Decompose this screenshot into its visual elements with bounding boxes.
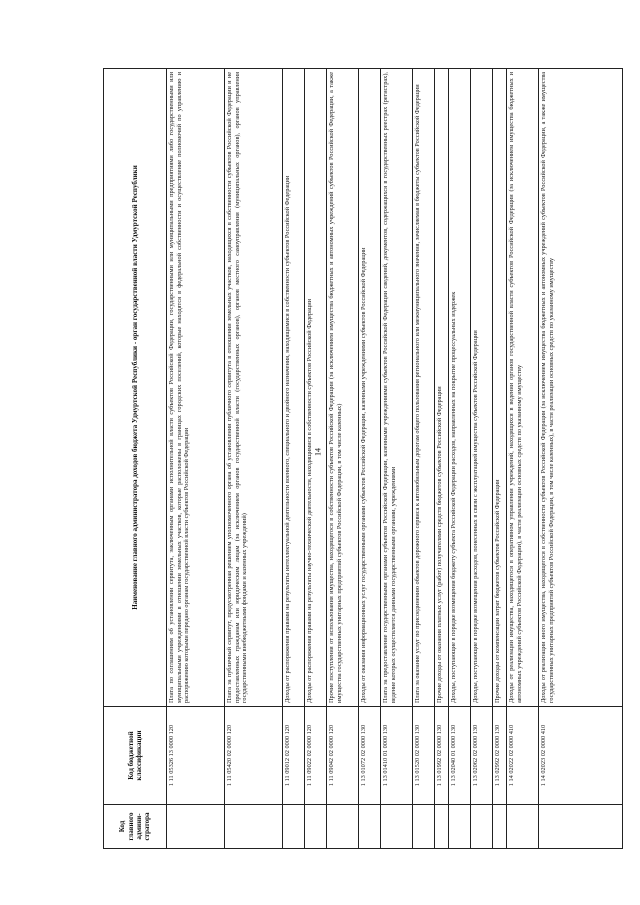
budget-code-cell: 1 11 09012 02 0000 120 bbox=[283, 707, 305, 805]
admin-code-cell bbox=[305, 805, 327, 849]
description-cell: Плата по соглашениям об установлении сервитута, заключенным органами исполнительной власти субъектов Российской Федерации, государственными или муниципальными предприятиями либо государственными или муниципальными учреждениями в отношении земельных участков, которые расположены в границах городских поселений, которые находятся в федеральной собственности и осуществление полномочий по управлению и распоряжению которыми передано органам государственной власти субъектов Российской Федерации bbox=[167, 69, 225, 707]
admin-code-cell bbox=[327, 805, 359, 849]
budget-code-cell: 1 13 02992 02 0000 130 bbox=[493, 707, 507, 805]
budget-code-cell: 1 11 09042 02 0000 120 bbox=[327, 707, 359, 805]
budget-code-cell: 1 13 01072 02 0000 130 bbox=[359, 707, 381, 805]
description-cell: Прочие доходы от компенсации затрат бюджетов субъектов Российской Федерации bbox=[493, 69, 507, 707]
table-row bbox=[435, 69, 449, 849]
admin-code-cell bbox=[225, 805, 283, 849]
table-row bbox=[283, 69, 305, 849]
admin-code-cell bbox=[359, 805, 381, 849]
admin-code-cell bbox=[413, 805, 435, 849]
description-cell: Прочие поступления от использования имущества, находящегося в собственности субъектов Российской Федерации (за исключением имущества бюджетных и автономных учреждений субъектов Российской Федерации, а также имущества государственных унитарных предприятий субъектов Российской Федерации, в том числе казенных) bbox=[327, 69, 359, 707]
description-cell: Доходы от реализации иного имущества, находящегося в собственности субъектов Российской Федерации (за исключением имущества бюджетных и автономных учреждений субъектов Российской Федерации, а также имущества государственных унитарных предприятий субъектов Российской Федерации, в том числе казенных), в части реализации основных средств по указанному имуществу bbox=[539, 69, 623, 707]
admin-code-cell bbox=[471, 805, 493, 849]
description-cell: Доходы, поступающие в порядке возмещения бюджету субъекта Российской Федерации расходов, направленных на покрытие процессуальных издержек bbox=[449, 69, 471, 707]
description-cell: Доходы от реализации имущества, находящегося в оперативном управлении учреждений, находящихся в ведении органов государственной власти субъектов Российской Федерации (за исключением имущества бюджетных и автономных учреждений субъектов Российской Федерации), в части реализации основных средств по указанному имуществу bbox=[507, 69, 539, 707]
admin-code-cell bbox=[539, 805, 623, 849]
table-row bbox=[327, 69, 359, 849]
description-cell: Доходы, поступающие в порядке возмещения расходов, понесенных в связи с эксплуатацией имущества субъектов Российской Федерации bbox=[471, 69, 493, 707]
table-row bbox=[359, 69, 381, 849]
budget-code-cell: 1 14 02023 02 0000 410 bbox=[539, 707, 623, 805]
budget-code-cell: 1 13 02062 02 0000 130 bbox=[471, 707, 493, 805]
admin-code-cell bbox=[449, 805, 471, 849]
description-cell: Плата за оказание услуг по присоединению объектов дорожного сервиса к автомобильным дорогам общего пользования регионального или межмуниципального значения, зачисляемая в бюджеты субъектов Российской Федерации bbox=[413, 69, 435, 707]
description-cell: Доходы от распоряжения правами на результаты интеллектуальной деятельности военного, специального и двойного назначения, находящимися в собственности субъектов Российской Федерации bbox=[283, 69, 305, 707]
budget-code-cell: 1 11 05420 02 0000 120 bbox=[225, 707, 283, 805]
table-row bbox=[507, 69, 539, 849]
table-row bbox=[449, 69, 471, 849]
description-cell: Плата за предоставление государственными органами субъектов Российской Федерации, казенными учреждениями субъектов Российской Федерации сведений, документов, содержащихся в государственных реестрах (регистрах), ведение которых осуществляется данными государственными органами, учреждениями bbox=[381, 69, 413, 707]
description-cell: Доходы от распоряжения правами на результаты научно-технической деятельности, находящимися в собственности субъектов Российской Федерации bbox=[305, 69, 327, 707]
description-cell: Доходы от оказания информационных услуг государственными органами субъектов Российской Федерации, казенными учреждениями субъектов Российской Федерации bbox=[359, 69, 381, 707]
header-budget-code: Код бюджетной классификации bbox=[104, 707, 167, 805]
header-admin-code: Код главного админи-стратора bbox=[104, 805, 167, 849]
table-row bbox=[413, 69, 435, 849]
admin-code-cell bbox=[167, 805, 225, 849]
table-row bbox=[381, 69, 413, 849]
budget-code-cell: 1 13 01992 02 0000 130 bbox=[435, 707, 449, 805]
table-row bbox=[471, 69, 493, 849]
description-cell: Плата за публичный сервитут, предусмотренная решением уполномоченного органа об установлении публичного сервитута в отношении земельных участков, находящихся в собственности субъектов Российской Федерации и не предоставленных гражданам или юридическим лицам (за исключением органов государственной власти (государственных органов), органов местного самоуправления (муниципальных органов), органов управления государственными внебюджетными фондами и казенных учреждений) bbox=[225, 69, 283, 707]
admin-code-cell bbox=[507, 805, 539, 849]
table-row bbox=[493, 69, 507, 849]
document-page bbox=[103, 69, 623, 849]
revenue-codes-table bbox=[103, 68, 623, 849]
admin-code-cell bbox=[283, 805, 305, 849]
budget-code-cell: 1 13 02040 01 0000 130 bbox=[449, 707, 471, 805]
description-cell: Прочие доходы от оказания платных услуг (работ) получателями средств бюджетов субъектов Российской Федерации bbox=[435, 69, 449, 707]
header-admin-name: Наименование главного администратора доходов бюджета Удмуртской Республики - орган государственной власти Удмуртской Республики bbox=[104, 69, 167, 707]
budget-code-cell: 1 11 05326 13 0000 120 bbox=[167, 707, 225, 805]
budget-code-cell: 1 11 09022 02 0000 120 bbox=[305, 707, 327, 805]
budget-code-cell: 1 13 01520 02 0000 130 bbox=[413, 707, 435, 805]
budget-code-cell: 1 14 02022 02 0000 410 bbox=[507, 707, 539, 805]
admin-code-cell bbox=[381, 805, 413, 849]
table-header-row bbox=[104, 69, 167, 849]
table-row bbox=[305, 69, 327, 849]
table-row bbox=[225, 69, 283, 849]
table-row bbox=[539, 69, 623, 849]
table-row bbox=[167, 69, 225, 849]
page-number: 14 bbox=[313, 448, 323, 456]
admin-code-cell bbox=[493, 805, 507, 849]
budget-code-cell: 1 13 01410 01 0000 130 bbox=[381, 707, 413, 805]
admin-code-cell bbox=[435, 805, 449, 849]
